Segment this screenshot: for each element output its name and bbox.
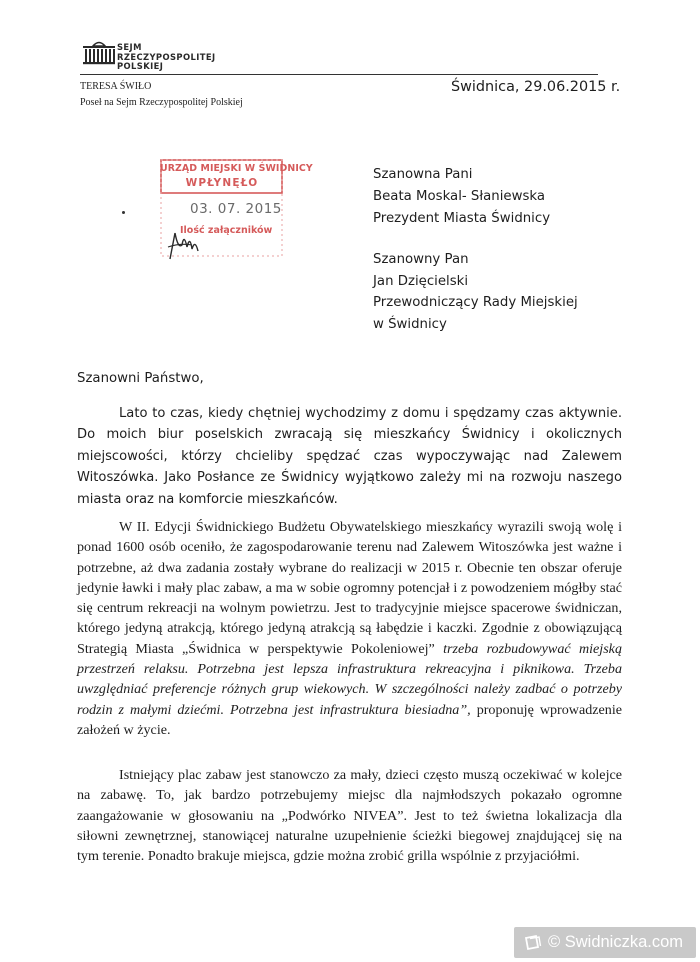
stamp-office: URZĄD MIEJSKI W ŚWIDNICY bbox=[160, 163, 313, 174]
sejm-logo-icon bbox=[82, 40, 116, 66]
logo-line: POLSKIEJ bbox=[117, 61, 164, 72]
paragraph-2-text: W II. Edycji Świdnickiego Budżetu Obywatelskiego mieszkańcy wyrazili swoją wolę i ponad 1600 osób oceniło, że zagospodarowanie terenu nad Zalewem Witoszówka jest ważne i potrzebne, aż dwa zadania zostały wybrane do realizacji w 2015 r. Obecnie ten obszar oferuje jedynie ławki i mały plac zabaw, a ma w sobie ogromny potencjał i z powodzeniem mógłby stać się centrum rekreacji na wolnym powietrzu. Jest to tradycyjnie miejsce spacerowe świdniczan, którego jedyną atrakcją, którego jedyną atrakcją są łabędzie i kaczki. Zgodnie z obowiązującą Strategią Miasta „Świdnica w perspektywie Pokoleniowej” bbox=[77, 519, 622, 657]
stamp-attachments: Ilość załączników bbox=[180, 225, 273, 236]
header-divider bbox=[80, 74, 598, 75]
logo-line: RZECZYPOSPOLITEJ bbox=[117, 51, 216, 62]
sejm-logo-text bbox=[117, 43, 215, 72]
recipient-title-2: Przewodniczący Rady Miejskiej bbox=[373, 295, 578, 310]
sender-name: TERESA ŚWIŁO bbox=[80, 81, 152, 92]
signature-icon bbox=[166, 229, 202, 263]
strategy-quote: trzeba rozbudowywać miejską przestrzeń relaksu. Potrzebna jest lepsza infrastruktura rekreacyjna i piknikowa. Trzeba uwzględniać preferencje różnych grup wiekowych. W szczególności należy zadbać o potrzeby rodzin z małymi dziećmi. Potrzebna jest infrastruktura biesiadna”, bbox=[77, 640, 622, 718]
paragraph-2-end: proponuję wprowadzenie założeń w życie. bbox=[77, 701, 622, 738]
greeting: Szanowni Państwo, bbox=[77, 371, 204, 386]
paragraph-3: Istniejący plac zabaw jest stanowczo za mały, dzieci często muszą oczekiwać w kolejce na zabawę. To, jak bardzo potrzebujemy miejsc dla najmłodszych pokazało ogromne zaangażowanie w głosowaniu na „Podwórko NIVEA”. Jest to też świetna lokalizacja dla siłowni zewnętrznej, stanowiącej naturalne uzupełnienie ścieżki biegowej znajdującej się na tym terenie. Ponadto brakuje miejsca, gdzie można zrobić grilla wspólnie z przyjaciółmi. bbox=[77, 767, 622, 865]
watermark-badge bbox=[514, 927, 696, 958]
incoming-mail-stamp bbox=[160, 159, 313, 269]
recipient-salutation-1: Szanowna Pani bbox=[373, 167, 473, 182]
photo-icon bbox=[524, 934, 542, 951]
logo-line: SEJM bbox=[117, 42, 142, 52]
stamp-date: 03. 07. 2015 bbox=[190, 201, 282, 217]
stamp-received: WPŁYNĘŁO bbox=[185, 177, 259, 189]
recipient-name-1: Beata Moskal- Słaniewska bbox=[373, 189, 545, 204]
paragraph-2 bbox=[77, 517, 622, 740]
recipient-title-2b: w Świdnicy bbox=[373, 317, 447, 332]
recipient-salutation-2: Szanowny Pan bbox=[373, 252, 469, 267]
recipient-name-2: Jan Dzięcielski bbox=[373, 274, 469, 289]
sender-role: Poseł na Sejm Rzeczypospolitej Polskiej bbox=[80, 97, 243, 108]
watermark-text: © Swidniczka.com bbox=[548, 933, 684, 951]
margin-dot bbox=[122, 211, 125, 214]
recipient-title-1: Prezydent Miasta Świdnicy bbox=[373, 211, 551, 226]
paragraph-1: Lato to czas, kiedy chętniej wychodzimy z domu i spędzamy czas aktywnie. Do moich biur poselskich zwracają się mieszkańcy Świdnicy i okolicznych miejscowości, którzy chcieliby spędzać czas wypoczywając nad Zalewem Witoszówka. Jako Posłance ze Świdnicy wyjątkowo zależy mi na rozwoju naszego miasta oraz na komforcie mieszkańców. bbox=[77, 406, 622, 507]
place-date: Świdnica, 29.06.2015 r. bbox=[451, 79, 621, 95]
